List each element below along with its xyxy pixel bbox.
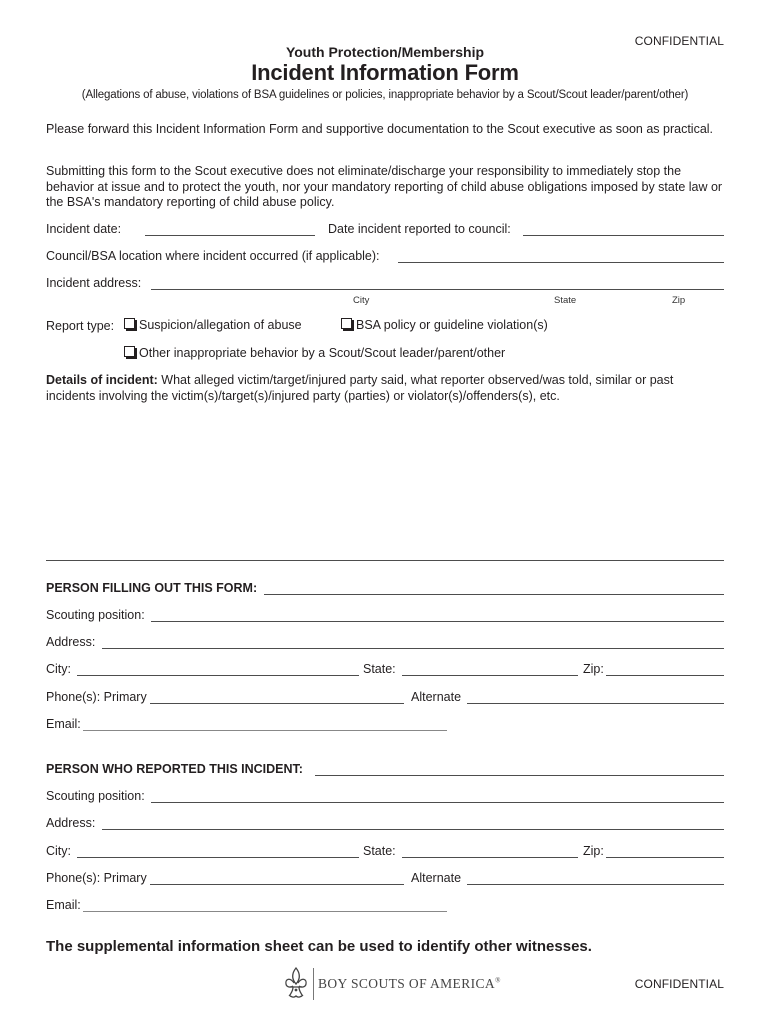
confidential-label-top: CONFIDENTIAL xyxy=(634,34,724,48)
details-text: What alleged victim/target/injured party said, what reporter observed/was told, similar or past incidents involving the victim(s)/target(s)/injured party (parties) or violator(s)/offenders(s), etc. xyxy=(46,373,674,403)
filler-address-field[interactable] xyxy=(102,648,724,649)
incident-date-label: Incident date: xyxy=(46,222,122,236)
reporter-phone-label: Phone(s): Primary xyxy=(46,871,147,885)
reporter-alternate-label: Alternate xyxy=(411,871,462,885)
logo-divider xyxy=(313,968,314,1000)
filler-name-field[interactable] xyxy=(264,594,724,595)
report-type-label: Report type: xyxy=(46,319,115,333)
incident-date-field[interactable] xyxy=(145,235,315,236)
form-subtitle: Youth Protection/Membership xyxy=(285,44,485,60)
intro-paragraph-forward: Please forward this Incident Information Form and supportive documentation to the Scout executive as soon as practical. xyxy=(46,122,714,136)
filler-alternate-label: Alternate xyxy=(411,690,462,704)
filler-email-field[interactable] xyxy=(83,730,447,731)
details-label: Details of incident: xyxy=(46,373,158,387)
filler-address-label: Address: xyxy=(46,635,96,649)
reporter-email-label: Email: xyxy=(46,898,81,912)
reporter-city-label: City: xyxy=(46,844,71,858)
incident-address-label: Incident address: xyxy=(46,276,142,290)
filler-city-field[interactable] xyxy=(77,675,359,676)
reporter-zip-label: Zip: xyxy=(583,844,604,858)
checkbox-icon[interactable] xyxy=(124,318,135,329)
reporter-city-field[interactable] xyxy=(77,857,359,858)
reporter-state-label: State: xyxy=(363,844,396,858)
reporter-zip-field[interactable] xyxy=(606,857,724,858)
incident-location-label: Council/BSA location where incident occurred (if applicable): xyxy=(46,249,380,263)
incident-location-field[interactable] xyxy=(398,262,724,263)
filler-position-field[interactable] xyxy=(151,621,724,622)
fleur-de-lis-logo-icon xyxy=(283,966,309,1000)
details-instructions xyxy=(46,373,726,404)
report-type-other-option[interactable] xyxy=(124,346,505,360)
city-caption: City xyxy=(353,295,370,306)
filler-section-heading: PERSON FILLING OUT THIS FORM: xyxy=(46,581,258,595)
state-caption: State xyxy=(554,295,577,306)
reporter-phone-field[interactable] xyxy=(150,884,404,885)
reporter-address-label: Address: xyxy=(46,816,96,830)
reporter-position-field[interactable] xyxy=(151,802,724,803)
policy-option-label: BSA policy or guideline violation(s) xyxy=(356,318,548,332)
filler-email-label: Email: xyxy=(46,717,81,731)
filler-zip-label: Zip: xyxy=(583,662,604,676)
filler-alternate-field[interactable] xyxy=(467,703,724,704)
registered-mark: ® xyxy=(495,976,501,985)
report-type-suspicion-option[interactable] xyxy=(124,318,302,332)
checkbox-icon[interactable] xyxy=(341,318,352,329)
reporter-address-field[interactable] xyxy=(102,829,724,830)
reporter-state-field[interactable] xyxy=(402,857,578,858)
other-option-label: Other inappropriate behavior by a Scout/Scout leader/parent/other xyxy=(139,346,506,360)
date-reported-label: Date incident reported to council: xyxy=(328,222,511,236)
filler-city-label: City: xyxy=(46,662,71,676)
checkbox-icon[interactable] xyxy=(124,346,135,357)
reporter-email-field[interactable] xyxy=(83,911,447,912)
filler-phone-label: Phone(s): Primary xyxy=(46,690,147,704)
bsa-wordmark xyxy=(318,976,501,992)
filler-zip-field[interactable] xyxy=(606,675,724,676)
form-title: Incident Information Form xyxy=(251,60,519,85)
reporter-position-label: Scouting position: xyxy=(46,789,145,803)
report-type-policy-option[interactable] xyxy=(341,318,548,332)
supplemental-note: The supplemental information sheet can be used to identify other witnesses. xyxy=(46,938,592,955)
reporter-alternate-field[interactable] xyxy=(467,884,724,885)
filler-state-label: State: xyxy=(363,662,396,676)
incident-address-field[interactable] xyxy=(151,289,724,290)
org-name: BOY SCOUTS OF AMERICA xyxy=(318,976,496,991)
filler-state-field[interactable] xyxy=(402,675,578,676)
date-reported-field[interactable] xyxy=(523,235,724,236)
confidential-label-bottom: CONFIDENTIAL xyxy=(634,977,724,991)
details-end-line xyxy=(46,560,724,561)
reporter-section-heading: PERSON WHO REPORTED THIS INCIDENT: xyxy=(46,762,303,776)
suspicion-option-label: Suspicion/allegation of abuse xyxy=(139,318,302,332)
reporter-name-field[interactable] xyxy=(315,775,724,776)
intro-paragraph-obligations: Submitting this form to the Scout executive does not eliminate/discharge your responsibility to immediately stop the behavior at issue and to protect the youth, nor your mandatory reporting of child abuse obligations imposed by state law or the BSA's mandatory reporting of child abuse policy. xyxy=(46,164,723,209)
filler-position-label: Scouting position: xyxy=(46,608,145,622)
form-scope-note: (Allegations of abuse, violations of BSA guidelines or policies, inappropriate behavior by a Scout/Scout leader/parent/other) xyxy=(81,89,689,101)
filler-phone-field[interactable] xyxy=(150,703,404,704)
details-textarea[interactable] xyxy=(46,410,726,555)
zip-caption: Zip xyxy=(672,295,686,306)
